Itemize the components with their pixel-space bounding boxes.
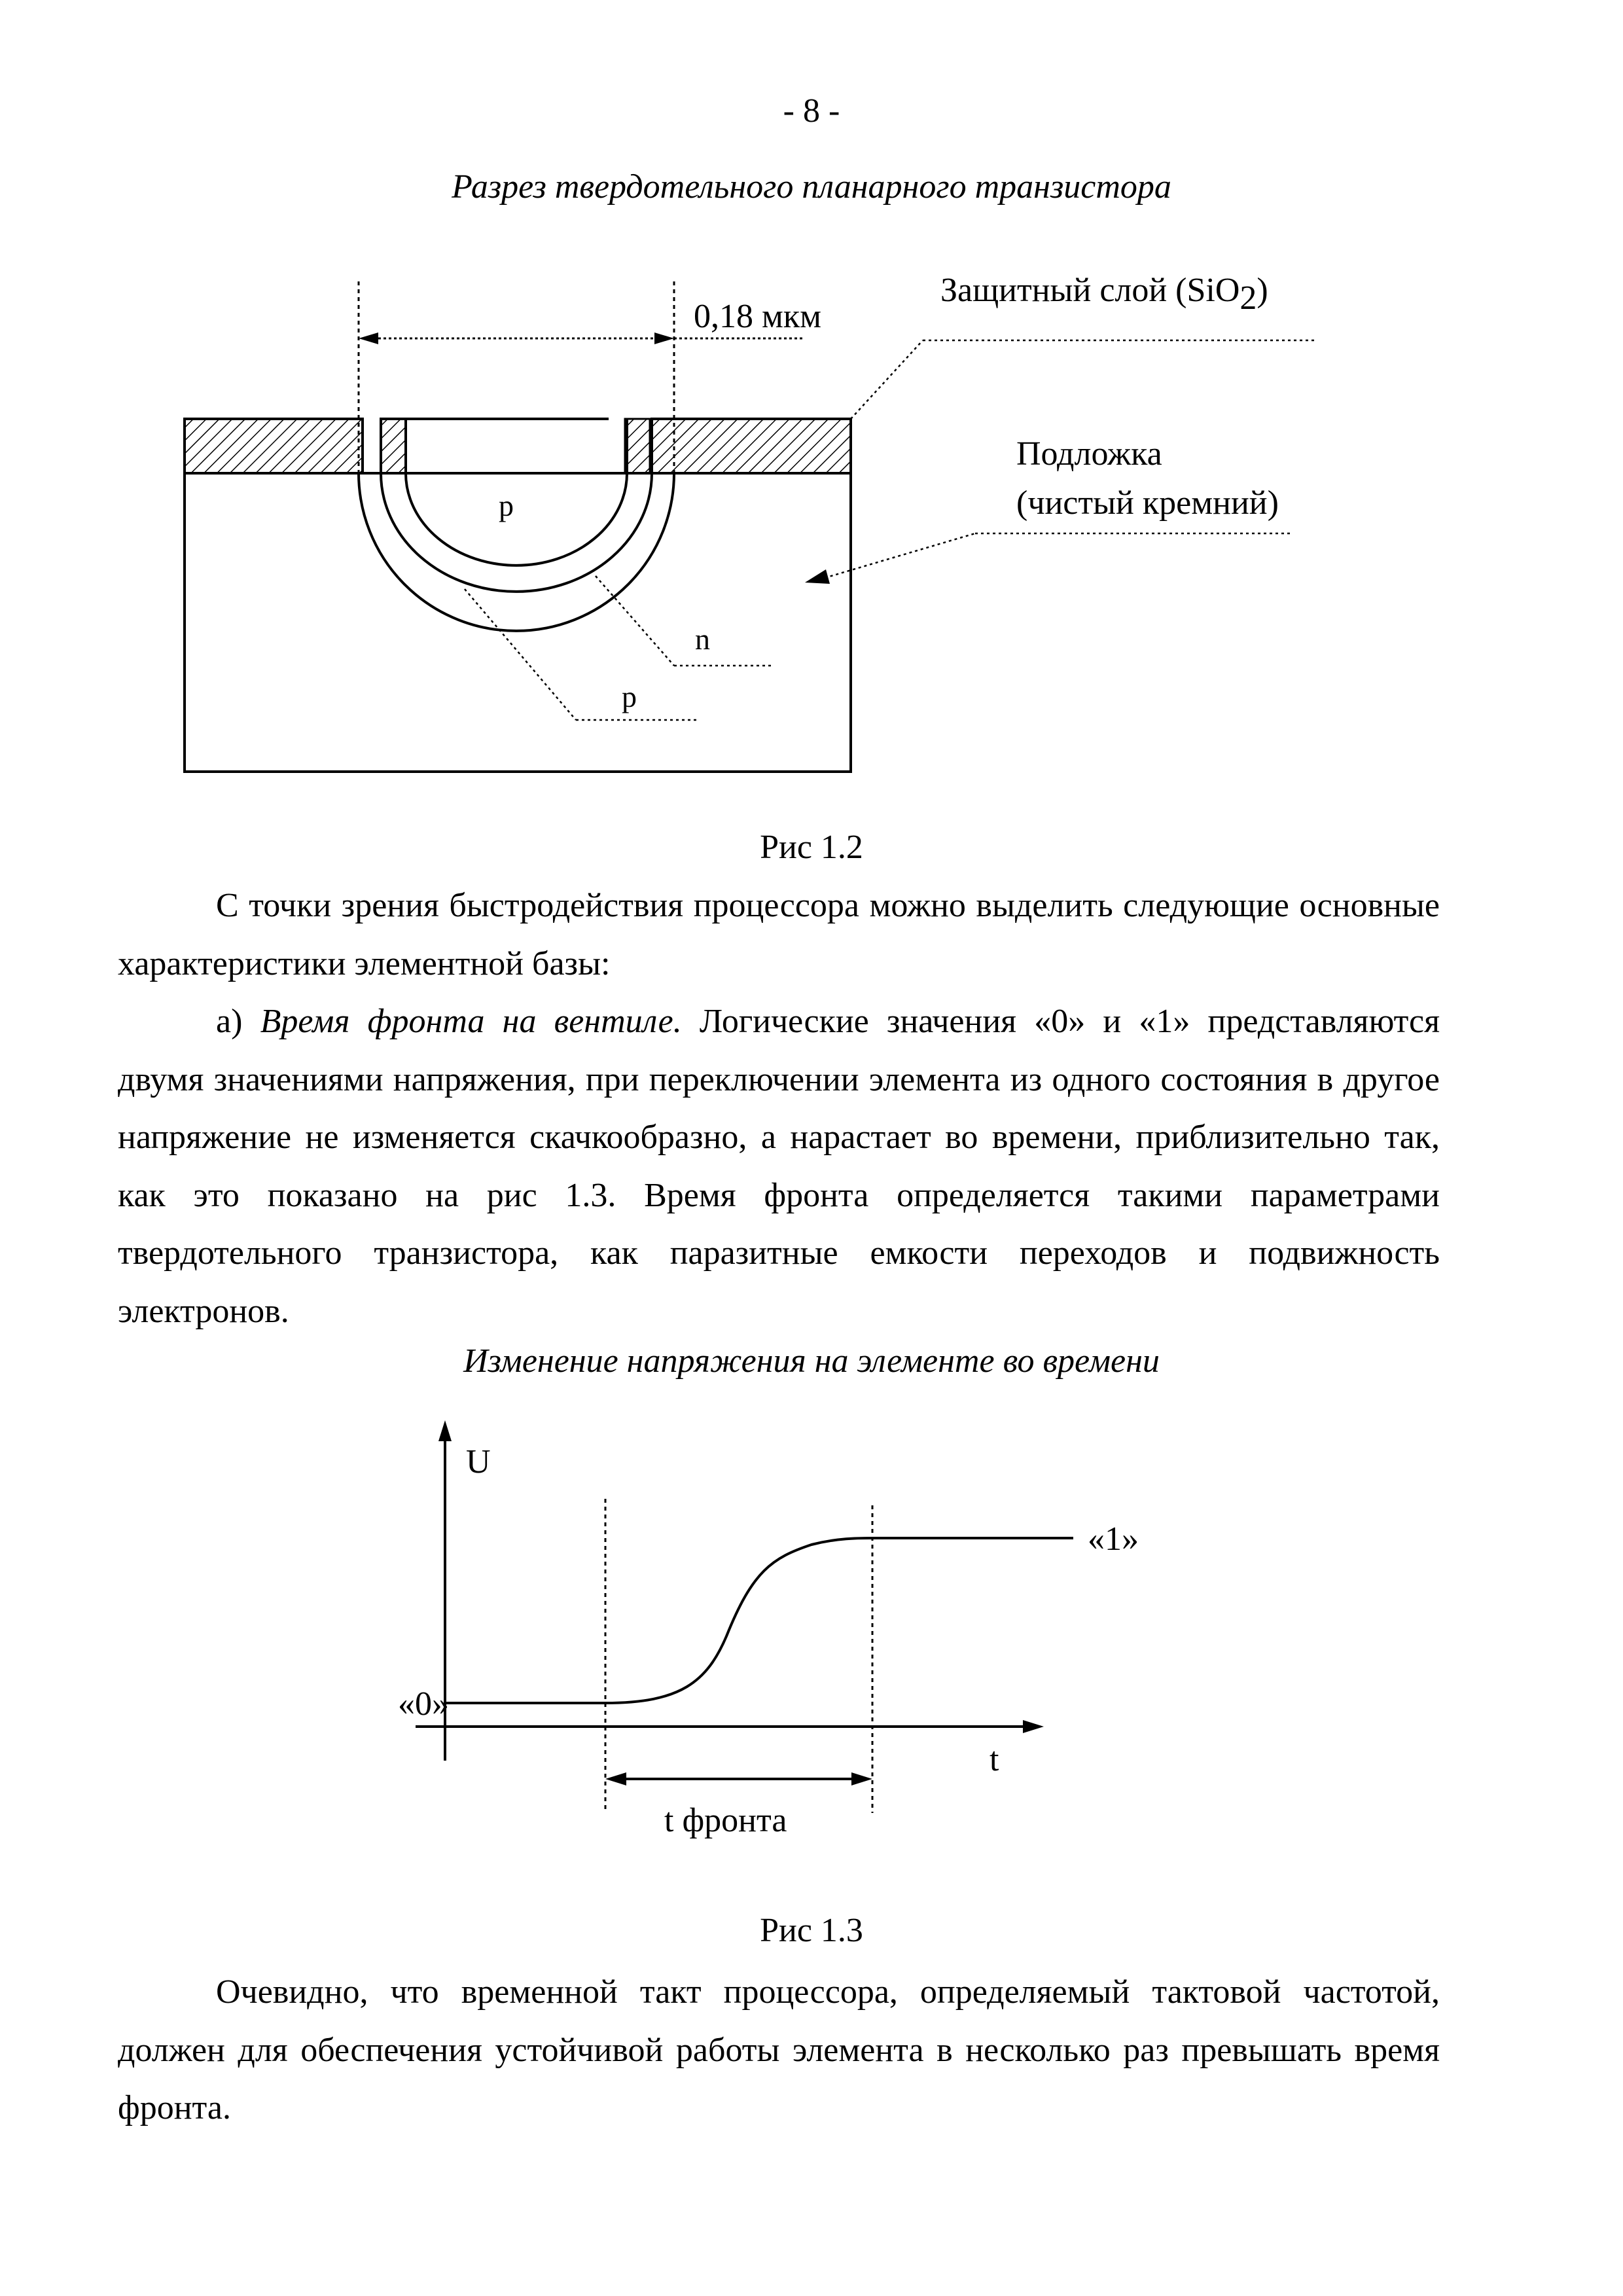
dimension-label: 0,18 мкм (694, 298, 822, 335)
paragraph-2-prefix: а) (216, 1003, 260, 1040)
n-region-boundary (381, 473, 652, 592)
paragraph-2-body: Логические значения «0» и «1» представляются двумя значениями напряжения, при переключении элемента из одного состояния в другое напряжение не изменяется скачкообразно, а нарастает во времени, приблизительно так, как это показано на рис 1.3. Время фронта определяется такими параметрами твердотельного транзистора, как паразитные емкости переходов и подвижность электронов. (118, 1003, 1440, 1330)
region-p-outer-label: p (622, 680, 637, 713)
substrate-label-line2: (чистый кремний) (1016, 484, 1279, 522)
y-axis-label: U (466, 1443, 491, 1480)
region-p-inner-label: p (499, 489, 514, 522)
outer-p-boundary (359, 473, 674, 631)
inner-p-boundary (406, 473, 627, 565)
voltage-time-graph (0, 1407, 1623, 1865)
substrate-rect (185, 473, 851, 772)
page-number: - 8 - (783, 92, 840, 130)
protective-layer-label: Защитный слой (SiO2) (940, 272, 1268, 317)
paragraph-2 (118, 993, 1440, 1340)
paragraph-2-term: Время фронта на вентиле. (260, 1003, 682, 1040)
paragraph-1: С точки зрения быстродействия процессора можно выделить следующие основные характеристики элементной базы: (118, 887, 1440, 982)
substrate-label-line1: Подложка (1016, 435, 1162, 473)
region-n-label: n (695, 622, 710, 656)
figure-2-title: Изменение напряжения на элементе во времени (463, 1342, 1160, 1380)
x-axis-label: t (990, 1741, 999, 1778)
figure-1-title: Разрез твердотельного планарного транзистора (452, 168, 1171, 206)
oxide-layer-right (652, 419, 851, 473)
figure-1-caption: Рис 1.2 (760, 829, 863, 866)
paragraph-3: Очевидно, что временной такт процессора, определяемый тактовой частотой, должен для обеспечения устойчивой работы элемента в несколько раз превышать время фронта. (118, 1973, 1440, 2126)
transistor-cross-section-diagram (0, 262, 1623, 818)
voltage-curve (445, 1538, 1073, 1703)
level-low-label: «0» (398, 1685, 449, 1723)
oxide-layer-left (185, 419, 363, 473)
figure-2-caption: Рис 1.3 (760, 1912, 863, 1949)
level-high-label: «1» (1088, 1520, 1139, 1558)
front-duration-label: t фронта (664, 1802, 787, 1839)
